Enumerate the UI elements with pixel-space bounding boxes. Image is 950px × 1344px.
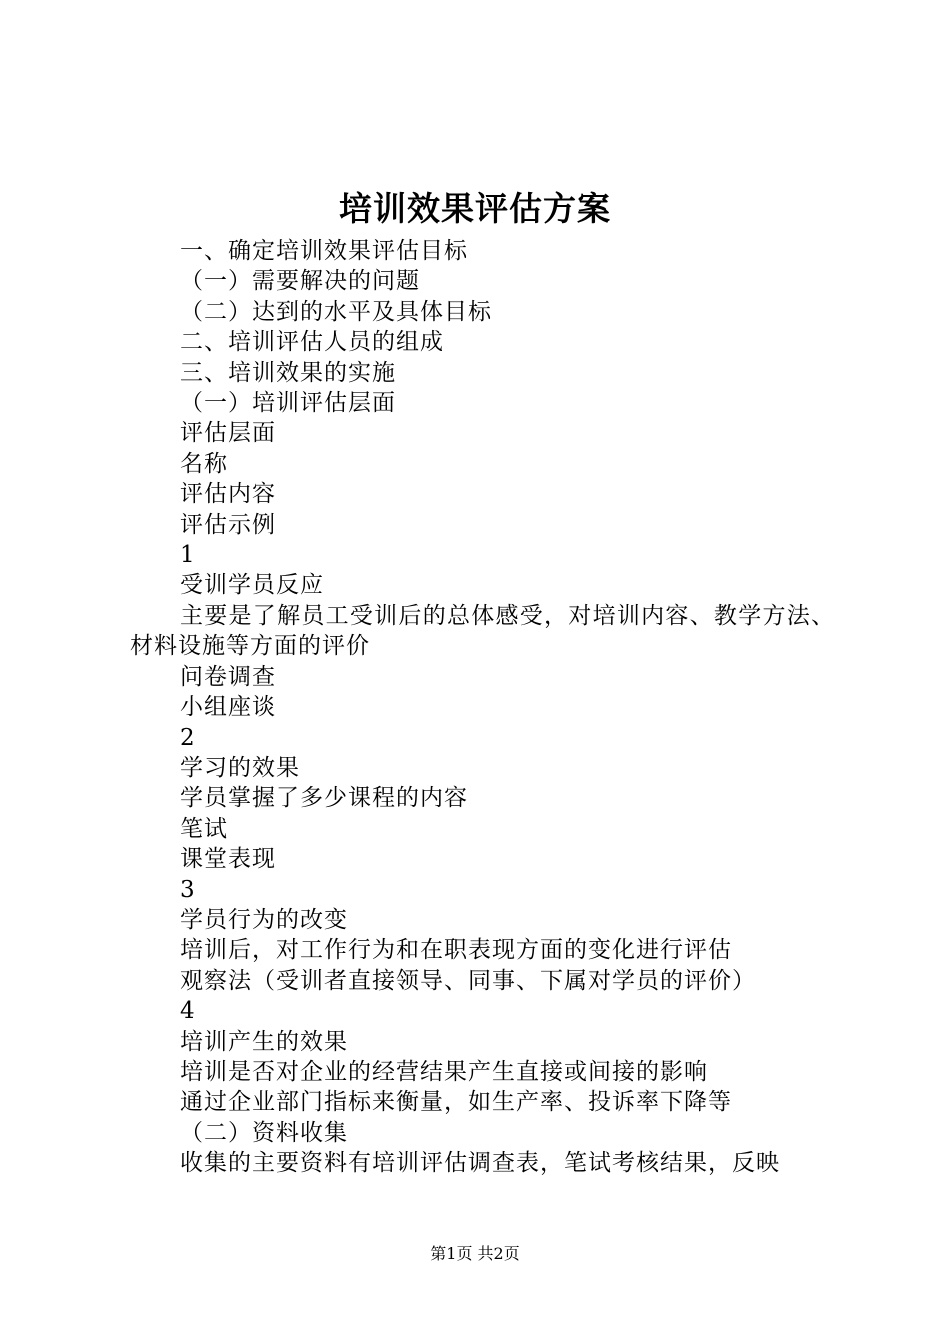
subheading-1-2: （二）达到的水平及具体目标 bbox=[180, 298, 492, 325]
document-body bbox=[130, 236, 835, 1179]
level-example: 课堂表现 bbox=[180, 846, 276, 873]
table-header-name: 名称 bbox=[180, 450, 228, 477]
page-footer: 第1页 共2页 bbox=[430, 1244, 520, 1263]
level-example: 观察法（受训者直接领导、同事、下属对学员的评价） bbox=[180, 967, 756, 994]
subheading-1-1: （一）需要解决的问题 bbox=[180, 268, 420, 295]
level-name: 受训学员反应 bbox=[180, 572, 324, 599]
level-example: 小组座谈 bbox=[180, 694, 276, 721]
table-header-example: 评估示例 bbox=[180, 511, 276, 538]
level-name: 学习的效果 bbox=[180, 754, 300, 781]
level-content: 学员掌握了多少课程的内容 bbox=[180, 785, 468, 812]
level-example: 笔试 bbox=[180, 815, 228, 842]
level-number: 4 bbox=[180, 998, 196, 1025]
level-number: 3 bbox=[180, 876, 196, 903]
level-number: 2 bbox=[180, 724, 196, 751]
level-example: 通过企业部门指标来衡量，如生产率、投诉率下降等 bbox=[180, 1089, 732, 1116]
level-content: 培训是否对企业的经营结果产生直接或间接的影响 bbox=[180, 1058, 708, 1085]
table-header-level: 评估层面 bbox=[180, 420, 276, 447]
heading-2: 二、培训评估人员的组成 bbox=[180, 329, 444, 356]
subheading-3-2: （二）资料收集 bbox=[180, 1119, 348, 1146]
level-example: 问卷调查 bbox=[180, 663, 276, 690]
level-number: 1 bbox=[180, 542, 196, 569]
level-content: 培训后，对工作行为和在职表现方面的变化进行评估 bbox=[180, 937, 732, 964]
level-content: 主要是了解员工受训后的总体感受，对培训内容、教学方法、材料设施等方面的评价 bbox=[130, 602, 835, 660]
heading-3: 三、培训效果的实施 bbox=[180, 359, 396, 386]
level-name: 学员行为的改变 bbox=[180, 906, 348, 933]
heading-1: 一、确定培训效果评估目标 bbox=[180, 238, 468, 264]
subheading-3-1: （一）培训评估层面 bbox=[180, 390, 396, 417]
level-name: 培训产生的效果 bbox=[180, 1028, 348, 1055]
table-header-content: 评估内容 bbox=[180, 481, 276, 508]
page-title: 培训效果评估方案 bbox=[339, 189, 611, 228]
body-paragraph: 收集的主要资料有培训评估调查表，笔试考核结果，反映 bbox=[180, 1150, 780, 1177]
